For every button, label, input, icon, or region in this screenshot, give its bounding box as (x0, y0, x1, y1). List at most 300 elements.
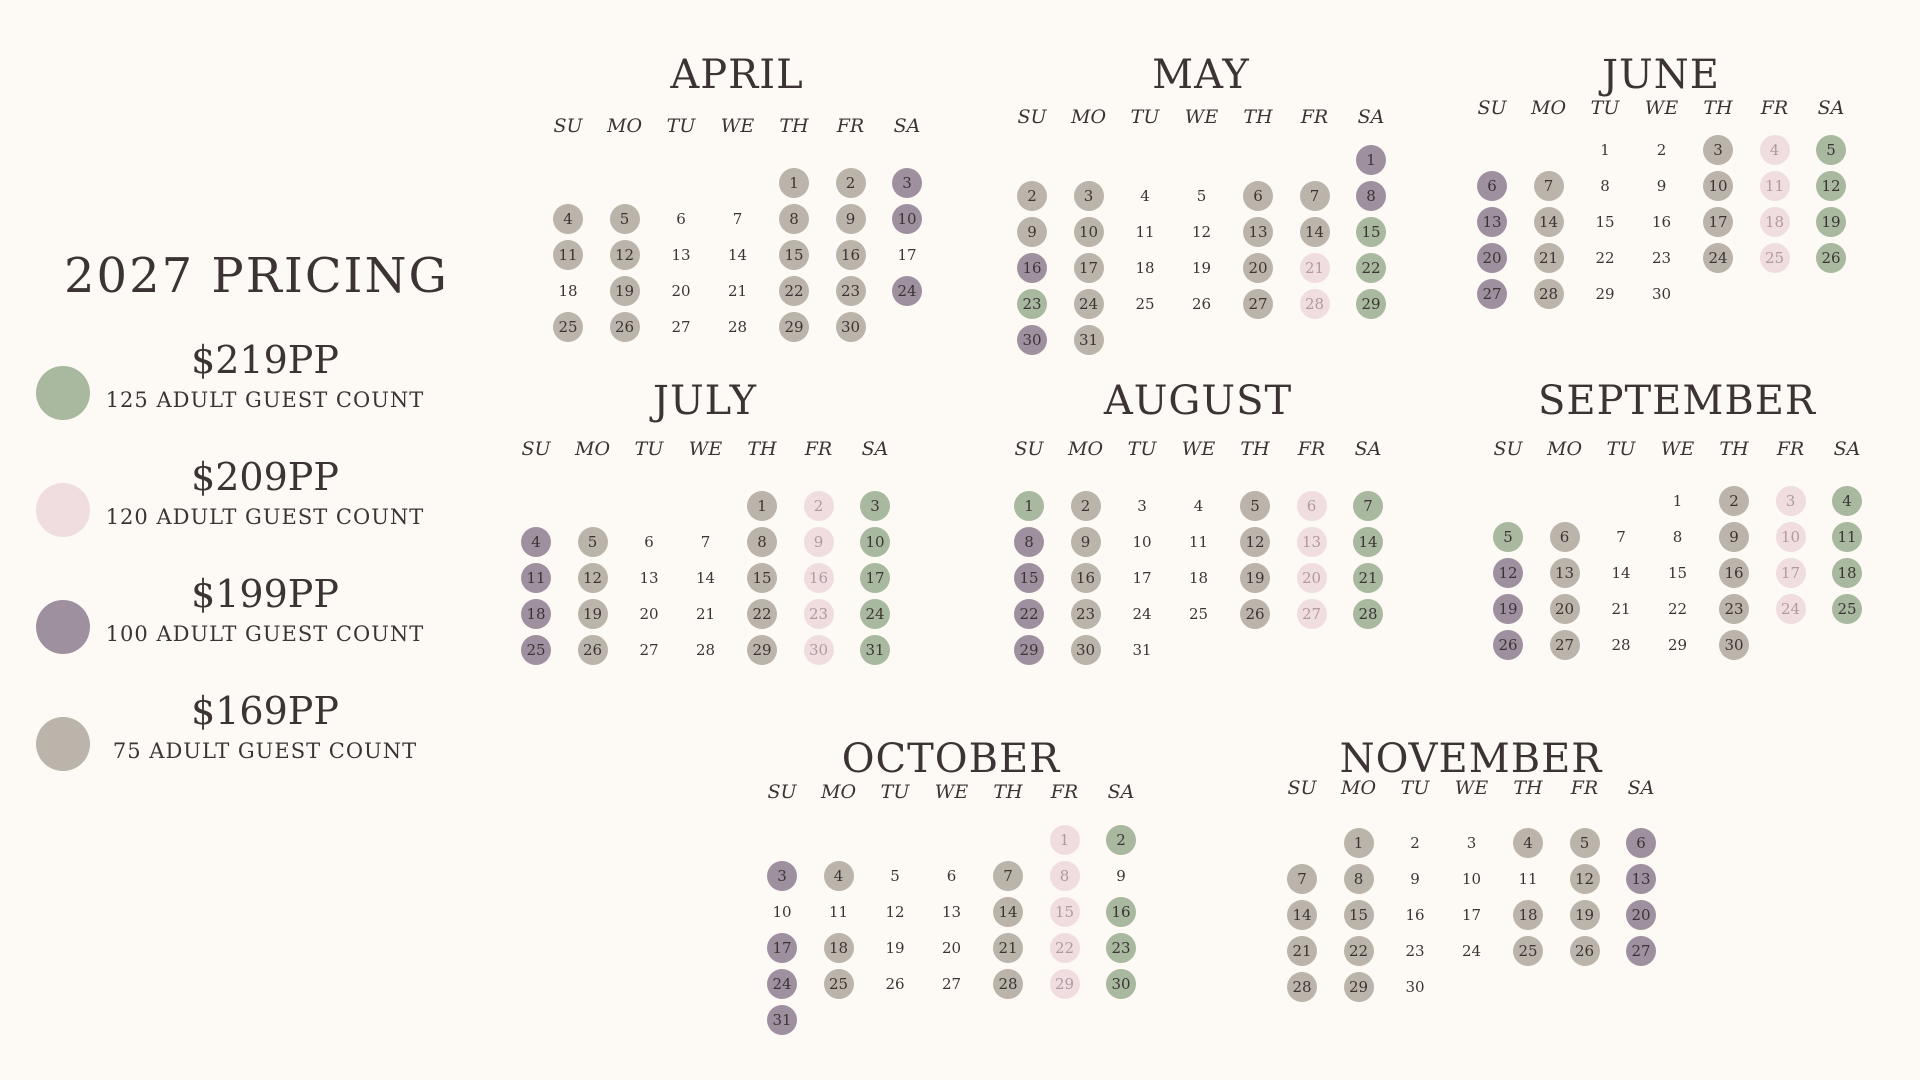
calendar-day: 25 (553, 312, 583, 342)
calendar-day: 29 (779, 312, 809, 342)
calendar-day: 10 (892, 204, 922, 234)
calendar-day: 31 (1132, 641, 1152, 659)
calendar-day: 19 (1240, 563, 1270, 593)
day-header: SU (553, 115, 583, 137)
calendar-day: 24 (1703, 243, 1733, 273)
calendar-day: 17 (767, 933, 797, 963)
calendar-day: 12 (578, 563, 608, 593)
calendar-day: 22 (1595, 249, 1615, 267)
calendar-day: 29 (1667, 636, 1688, 654)
day-header: WE (720, 115, 755, 137)
legend-desc: 125 ADULT GUEST COUNT (105, 388, 425, 412)
calendar-day: 17 (897, 246, 917, 264)
calendar-day: 28 (1353, 599, 1383, 629)
calendar-day: 20 (1297, 563, 1327, 593)
calendar-day: 23 (1405, 942, 1425, 960)
calendar-day: 29 (1344, 972, 1374, 1002)
calendar-day: 11 (1760, 171, 1790, 201)
calendar-day: 15 (1667, 564, 1688, 582)
day-header: TH (1513, 777, 1543, 799)
calendar-day: 11 (553, 240, 583, 270)
calendar-day: 3 (1703, 135, 1733, 165)
calendar-day: 4 (1760, 135, 1790, 165)
calendar-day: 16 (1719, 558, 1749, 588)
calendar-day: 23 (1651, 249, 1672, 267)
calendar-day: 1 (1356, 145, 1386, 175)
calendar-day: 30 (1651, 285, 1672, 303)
calendar-day: 28 (695, 641, 716, 659)
legend-desc: 120 ADULT GUEST COUNT (105, 505, 425, 529)
calendar-day: 12 (1191, 223, 1212, 241)
day-header: TH (993, 781, 1023, 803)
day-header: SU (1014, 438, 1044, 460)
day-header: SU (1493, 438, 1523, 460)
calendar-day: 25 (1832, 594, 1862, 624)
calendar-day: 27 (671, 318, 691, 336)
day-header: MO (820, 781, 857, 803)
month-title: JULY (652, 378, 758, 424)
calendar-day: 9 (1410, 870, 1420, 888)
calendar-day: 1 (1014, 491, 1044, 521)
calendar-day: 1 (779, 168, 809, 198)
calendar-day: 22 (1667, 600, 1688, 618)
calendar-day: 8 (1672, 528, 1683, 546)
calendar-day: 16 (1405, 906, 1425, 924)
calendar-day: 23 (804, 599, 834, 629)
calendar-day: 19 (610, 276, 640, 306)
calendar-day: 26 (885, 975, 905, 993)
legend-item-209 (0, 455, 460, 545)
calendar-day: 17 (1776, 558, 1806, 588)
calendar-day: 5 (1570, 828, 1600, 858)
calendar-day: 15 (1595, 213, 1615, 231)
calendar-day: 14 (727, 246, 748, 264)
legend-price: $199PP (191, 572, 339, 616)
calendar-day: 20 (639, 605, 659, 623)
calendar-day: 26 (578, 635, 608, 665)
calendar-day: 20 (1477, 243, 1507, 273)
calendar-day: 25 (521, 635, 551, 665)
calendar-day: 27 (1297, 599, 1327, 629)
calendar-day: 6 (1626, 828, 1656, 858)
calendar-day: 21 (727, 282, 748, 300)
day-header: WE (1644, 97, 1679, 119)
calendar-day: 7 (700, 533, 711, 551)
calendar-day: 26 (1570, 936, 1600, 966)
calendar-day: 28 (727, 318, 748, 336)
calendar-day: 1 (1344, 828, 1374, 858)
day-header: TU (1127, 438, 1157, 460)
calendar-day: 11 (1135, 223, 1155, 241)
calendar-day: 21 (695, 605, 716, 623)
calendar-day: 20 (1626, 900, 1656, 930)
month-title: NOVEMBER (1339, 736, 1603, 782)
calendar-day: 26 (1493, 630, 1523, 660)
calendar-day: 12 (1493, 558, 1523, 588)
calendar-day: 8 (1344, 864, 1374, 894)
calendar-day: 5 (1196, 187, 1207, 205)
calendar-day: 24 (1776, 594, 1806, 624)
day-header: TH (1243, 106, 1273, 128)
calendar-day: 8 (1356, 181, 1386, 211)
day-header: SU (767, 781, 797, 803)
calendar-day: 20 (1550, 594, 1580, 624)
legend-dot-icon (36, 717, 90, 771)
day-header: TU (1130, 106, 1160, 128)
calendar-day: 3 (1137, 497, 1147, 515)
calendar-day: 18 (1760, 207, 1790, 237)
calendar-day: 13 (1550, 558, 1580, 588)
calendar-day: 29 (1014, 635, 1044, 665)
calendar-day: 13 (671, 246, 691, 264)
calendar-day: 9 (836, 204, 866, 234)
calendar-day: 12 (1240, 527, 1270, 557)
day-header: TU (666, 115, 696, 137)
calendar-day: 21 (1287, 936, 1317, 966)
calendar-day: 16 (804, 563, 834, 593)
calendar-day: 24 (1461, 942, 1482, 960)
calendar-day: 7 (1353, 491, 1383, 521)
calendar-day: 5 (1493, 522, 1523, 552)
calendar-day: 3 (1776, 486, 1806, 516)
calendar-day: 13 (1626, 864, 1656, 894)
calendar-day: 28 (1534, 279, 1564, 309)
calendar-day: 10 (1132, 533, 1152, 551)
calendar-day: 22 (1356, 253, 1386, 283)
calendar-day: 3 (892, 168, 922, 198)
calendar-day: 10 (772, 903, 792, 921)
calendar-day: 30 (1106, 969, 1136, 999)
calendar-day: 23 (1106, 933, 1136, 963)
calendar-day: 2 (1719, 486, 1749, 516)
calendar-day: 20 (941, 939, 962, 957)
calendar-day: 6 (1550, 522, 1580, 552)
calendar-day: 15 (1356, 217, 1386, 247)
calendar-day: 17 (1074, 253, 1104, 283)
calendar-day: 12 (1816, 171, 1846, 201)
calendar-day: 31 (1074, 325, 1104, 355)
day-header: SA (893, 115, 921, 137)
legend-item-199 (0, 572, 460, 662)
calendar-day: 6 (676, 210, 686, 228)
calendar-day: 7 (732, 210, 743, 228)
day-header: MO (1530, 97, 1567, 119)
calendar-day: 9 (804, 527, 834, 557)
calendar-day: 13 (1297, 527, 1327, 557)
day-header: TU (1400, 777, 1430, 799)
day-header: TU (634, 438, 664, 460)
day-header: SA (1627, 777, 1655, 799)
calendar-day: 29 (1050, 969, 1080, 999)
calendar-day: 27 (941, 975, 962, 993)
day-header: SA (1354, 438, 1382, 460)
calendar-day: 13 (941, 903, 962, 921)
calendar-day: 19 (1816, 207, 1846, 237)
day-header: TH (779, 115, 809, 137)
legend-desc: 100 ADULT GUEST COUNT (105, 622, 425, 646)
month-title: MAY (1152, 52, 1250, 98)
calendar-day: 10 (1461, 870, 1482, 888)
calendar-day: 12 (885, 903, 905, 921)
calendar-day: 4 (553, 204, 583, 234)
calendar-day: 18 (824, 933, 854, 963)
day-header: SA (1817, 97, 1845, 119)
day-header: SU (1287, 777, 1317, 799)
legend-price: $169PP (191, 689, 339, 733)
calendar-day: 17 (860, 563, 890, 593)
calendar-day: 7 (1300, 181, 1330, 211)
calendar-day: 13 (639, 569, 659, 587)
calendar-day: 11 (521, 563, 551, 593)
calendar-day: 8 (747, 527, 777, 557)
legend-dot-icon (36, 483, 90, 537)
calendar-day: 22 (1050, 933, 1080, 963)
calendar-day: 28 (993, 969, 1023, 999)
calendar-day: 30 (804, 635, 834, 665)
calendar-day: 4 (521, 527, 551, 557)
calendar-day: 8 (1014, 527, 1044, 557)
calendar-day: 30 (1405, 978, 1425, 996)
day-header: WE (1181, 438, 1216, 460)
calendar-day: 16 (1651, 213, 1672, 231)
calendar-day: 16 (1017, 253, 1047, 283)
calendar-day: 21 (1353, 563, 1383, 593)
day-header: WE (688, 438, 723, 460)
calendar-day: 19 (1493, 594, 1523, 624)
day-header: SA (1357, 106, 1385, 128)
calendar-day: 25 (1760, 243, 1790, 273)
calendar-day: 27 (1477, 279, 1507, 309)
calendar-day: 26 (1816, 243, 1846, 273)
calendar-day: 6 (1477, 171, 1507, 201)
calendar-day: 9 (1116, 867, 1126, 885)
calendar-day: 29 (747, 635, 777, 665)
calendar-day: 9 (1719, 522, 1749, 552)
day-header: TU (1606, 438, 1636, 460)
calendar-day: 21 (993, 933, 1023, 963)
calendar-day: 14 (1611, 564, 1631, 582)
legend-dot-icon (36, 366, 90, 420)
day-header: TU (1590, 97, 1620, 119)
calendar-day: 18 (1135, 259, 1155, 277)
day-header: MO (606, 115, 643, 137)
calendar-day: 25 (824, 969, 854, 999)
day-header: WE (1184, 106, 1219, 128)
day-header: WE (934, 781, 969, 803)
calendar-day: 19 (1570, 900, 1600, 930)
calendar-day: 12 (610, 240, 640, 270)
calendar-day: 4 (824, 861, 854, 891)
calendar-day: 21 (1534, 243, 1564, 273)
calendar-day: 27 (1550, 630, 1580, 660)
pricing-legend (0, 0, 460, 1080)
calendar-day: 2 (1106, 825, 1136, 855)
calendar-day: 3 (1466, 834, 1477, 852)
calendar-day: 28 (1611, 636, 1631, 654)
calendar-day: 8 (779, 204, 809, 234)
calendar-day: 14 (1300, 217, 1330, 247)
calendar-day: 30 (1071, 635, 1101, 665)
calendar-day: 17 (1132, 569, 1152, 587)
calendar-day: 4 (1140, 187, 1150, 205)
calendar-day: 9 (1017, 217, 1047, 247)
calendar-day: 29 (1595, 285, 1615, 303)
calendar-day: 15 (779, 240, 809, 270)
day-header: MO (1546, 438, 1583, 460)
calendar-day: 23 (1017, 289, 1047, 319)
day-header: SU (521, 438, 551, 460)
calendar-day: 7 (1534, 171, 1564, 201)
calendar-day: 22 (1344, 936, 1374, 966)
day-header: SA (861, 438, 889, 460)
calendar-day: 5 (578, 527, 608, 557)
day-header: TH (1703, 97, 1733, 119)
day-header: SU (1017, 106, 1047, 128)
calendar-day: 24 (1132, 605, 1152, 623)
calendar-day: 1 (747, 491, 777, 521)
calendar-day: 18 (521, 599, 551, 629)
calendar-day: 27 (1243, 289, 1273, 319)
calendar-day: 23 (1071, 599, 1101, 629)
calendar-day: 6 (644, 533, 654, 551)
calendar-day: 3 (767, 861, 797, 891)
calendar-day: 27 (1626, 936, 1656, 966)
calendar-day: 9 (1656, 177, 1667, 195)
day-header: TH (1240, 438, 1270, 460)
calendar-day: 30 (836, 312, 866, 342)
calendar-day: 4 (1513, 828, 1543, 858)
calendar-day: 6 (1297, 491, 1327, 521)
calendar-day: 13 (1477, 207, 1507, 237)
calendar-day: 11 (828, 903, 849, 921)
calendar-day: 14 (1287, 900, 1317, 930)
calendar-day: 14 (993, 897, 1023, 927)
legend-dot-icon (36, 600, 90, 654)
day-header: MO (574, 438, 611, 460)
day-header: WE (1454, 777, 1489, 799)
calendar-day: 30 (1017, 325, 1047, 355)
calendar-day: 5 (1816, 135, 1846, 165)
calendar-day: 19 (1191, 259, 1212, 277)
calendar-day: 14 (695, 569, 716, 587)
calendar-day: 28 (1287, 972, 1317, 1002)
calendar-day: 22 (1014, 599, 1044, 629)
calendar-day: 28 (1300, 289, 1330, 319)
legend-price: $219PP (191, 338, 339, 382)
calendar-day: 24 (860, 599, 890, 629)
day-header: TH (1719, 438, 1749, 460)
month-title: OCTOBER (841, 736, 1061, 782)
calendar-day: 18 (1513, 900, 1543, 930)
day-header: TU (880, 781, 910, 803)
month-title: SEPTEMBER (1537, 378, 1817, 424)
calendar-day: 30 (1719, 630, 1749, 660)
calendar-day: 24 (1074, 289, 1104, 319)
calendar-day: 2 (836, 168, 866, 198)
legend-price: $209PP (191, 455, 339, 499)
calendar-day: 8 (1050, 861, 1080, 891)
calendar-day: 21 (1300, 253, 1330, 283)
calendar-day: 24 (892, 276, 922, 306)
calendar-day: 10 (1074, 217, 1104, 247)
calendar-day: 3 (1074, 181, 1104, 211)
calendar-day: 31 (860, 635, 890, 665)
day-header: MO (1340, 777, 1377, 799)
calendar-day: 6 (1243, 181, 1273, 211)
calendar-day: 19 (578, 599, 608, 629)
legend-desc: 75 ADULT GUEST COUNT (112, 739, 418, 763)
day-header: FR (1760, 97, 1789, 119)
calendar-day: 6 (946, 867, 957, 885)
calendar-day: 22 (747, 599, 777, 629)
calendar-day: 1 (1672, 492, 1683, 510)
calendar-day: 5 (1240, 491, 1270, 521)
calendar-day: 2 (804, 491, 834, 521)
calendar-day: 16 (1071, 563, 1101, 593)
calendar-day: 15 (1014, 563, 1044, 593)
calendar-day: 8 (1600, 177, 1610, 195)
calendar-day: 20 (1243, 253, 1273, 283)
calendar-day: 18 (1188, 569, 1209, 587)
day-header: FR (1300, 106, 1329, 128)
legend-title: 2027 PRICING (64, 248, 449, 304)
calendar-day: 2 (1656, 141, 1667, 159)
day-header: MO (1070, 106, 1107, 128)
calendar-day: 31 (767, 1005, 797, 1035)
calendar-day: 19 (885, 939, 905, 957)
calendar-day: 11 (1518, 870, 1538, 888)
calendar-day: 10 (1703, 171, 1733, 201)
calendar-day: 4 (1193, 497, 1204, 515)
calendar-day: 14 (1353, 527, 1383, 557)
calendar-day: 2 (1071, 491, 1101, 521)
calendar-day: 14 (1534, 207, 1564, 237)
calendar-day: 16 (1106, 897, 1136, 927)
day-header: TH (747, 438, 777, 460)
calendar-day: 7 (993, 861, 1023, 891)
day-header: FR (1297, 438, 1326, 460)
calendar-day: 20 (671, 282, 691, 300)
calendar-day: 26 (1191, 295, 1212, 313)
day-header: SU (1477, 97, 1507, 119)
calendar-day: 5 (890, 867, 900, 885)
calendar-day: 12 (1570, 864, 1600, 894)
calendar-day: 18 (1832, 558, 1862, 588)
calendar-day: 21 (1611, 600, 1631, 618)
calendar-day: 15 (747, 563, 777, 593)
calendar-day: 17 (1703, 207, 1733, 237)
day-header: FR (1570, 777, 1599, 799)
calendar-day: 2 (1410, 834, 1420, 852)
calendar-day: 26 (1240, 599, 1270, 629)
calendar-day: 2 (1017, 181, 1047, 211)
calendar-day: 22 (779, 276, 809, 306)
calendar-day: 1 (1600, 141, 1610, 159)
calendar-day: 15 (1344, 900, 1374, 930)
calendar-day: 5 (610, 204, 640, 234)
calendar-day: 4 (1832, 486, 1862, 516)
calendar-day: 29 (1356, 289, 1386, 319)
day-header: SA (1833, 438, 1861, 460)
calendar-day: 1 (1050, 825, 1080, 855)
day-header: FR (1776, 438, 1805, 460)
calendar-day: 13 (1243, 217, 1273, 247)
calendar-day: 9 (1071, 527, 1101, 557)
calendar-day: 11 (1188, 533, 1209, 551)
day-header: FR (836, 115, 865, 137)
calendar-day: 24 (767, 969, 797, 999)
calendar-day: 7 (1616, 528, 1626, 546)
